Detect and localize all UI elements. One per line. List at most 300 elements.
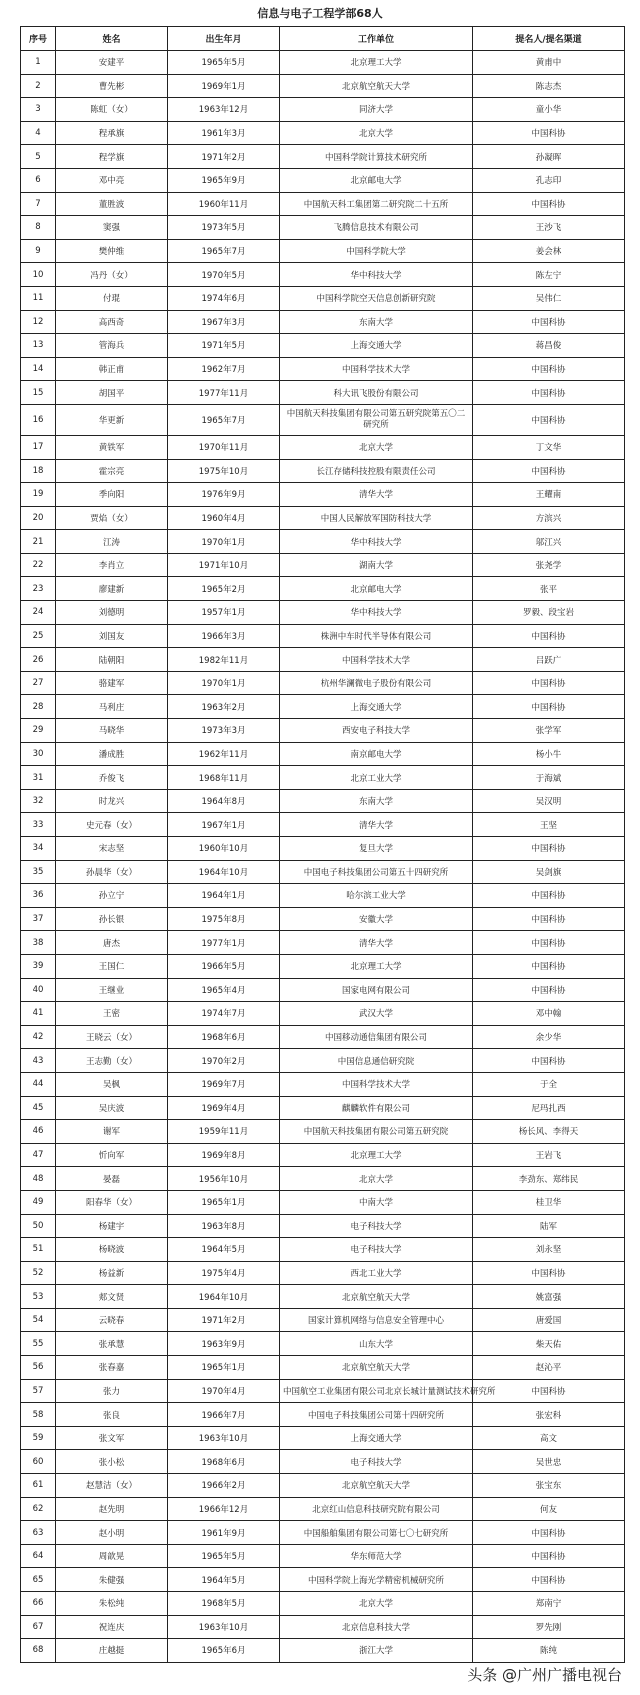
header-index: 序号 [21,27,56,51]
cell-nominator: 中国科协 [473,954,625,978]
cell-birth: 1970年11月 [168,435,280,459]
cell-name: 李肖立 [56,553,168,577]
cell-index: 29 [21,719,56,743]
cell-nominator: 吴汉明 [473,789,625,813]
cell-nominator: 中国科协 [473,884,625,908]
cell-workplace: 上海交通大学 [280,1426,473,1450]
cell-nominator: 中国科协 [473,907,625,931]
cell-birth: 1973年5月 [168,216,280,240]
table-row [21,506,625,530]
header-workplace: 工作单位 [280,27,473,51]
cell-workplace: 上海交通大学 [280,695,473,719]
cell-name: 赵慧洁（女） [56,1474,168,1498]
cell-workplace: 中国科学院上海光学精密机械研究所 [280,1568,473,1592]
cell-birth: 1970年4月 [168,1379,280,1403]
cell-name: 赵先明 [56,1497,168,1521]
cell-nominator: 中国科协 [473,1379,625,1403]
cell-index: 49 [21,1190,56,1214]
cell-birth: 1965年2月 [168,577,280,601]
header-name: 姓名 [56,27,168,51]
table-row [21,98,625,122]
cell-nominator: 陈纯 [473,1639,625,1663]
cell-birth: 1967年3月 [168,310,280,334]
cell-name: 陈虹（女） [56,98,168,122]
table-row [21,648,625,672]
cell-index: 11 [21,286,56,310]
cell-workplace: 北京航空航天大学 [280,1356,473,1380]
table-row [21,1544,625,1568]
cell-workplace: 北京理工大学 [280,51,473,75]
cell-birth: 1969年8月 [168,1143,280,1167]
cell-workplace: 中南大学 [280,1190,473,1214]
cell-nominator: 柴天佑 [473,1332,625,1356]
cell-index: 21 [21,530,56,554]
cell-workplace: 电子科技大学 [280,1214,473,1238]
cell-workplace: 电子科技大学 [280,1238,473,1262]
table-row [21,263,625,287]
cell-name: 程承旗 [56,121,168,145]
cell-index: 43 [21,1049,56,1073]
table-row [21,1474,625,1498]
table-row [21,145,625,169]
cell-nominator: 中国科协 [473,1049,625,1073]
cell-workplace: 中国科学技术大学 [280,357,473,381]
cell-index: 52 [21,1261,56,1285]
cell-name: 马利庄 [56,695,168,719]
cell-index: 2 [21,74,56,98]
cell-name: 潘成胜 [56,742,168,766]
cell-index: 33 [21,813,56,837]
cell-nominator: 中国科协 [473,695,625,719]
cell-index: 17 [21,435,56,459]
cell-name: 孙长银 [56,907,168,931]
cell-name: 云晓春 [56,1308,168,1332]
cell-name: 季向阳 [56,483,168,507]
cell-nominator: 唐爱国 [473,1308,625,1332]
cell-name: 曹先彬 [56,74,168,98]
cell-index: 18 [21,459,56,483]
table-row [21,1308,625,1332]
table-row [21,1615,625,1639]
cell-birth: 1975年8月 [168,907,280,931]
cell-nominator: 杨小牛 [473,742,625,766]
cell-birth: 1966年2月 [168,1474,280,1498]
cell-nominator: 童小华 [473,98,625,122]
cell-birth: 1963年12月 [168,98,280,122]
cell-index: 15 [21,381,56,405]
cell-workplace: 中国移动通信集团有限公司 [280,1025,473,1049]
cell-birth: 1957年1月 [168,601,280,625]
cell-nominator: 方滨兴 [473,506,625,530]
table-row [21,121,625,145]
cell-name: 张文军 [56,1426,168,1450]
cell-nominator: 姜会林 [473,239,625,263]
cell-nominator: 李劲东、郑纬民 [473,1167,625,1191]
cell-birth: 1973年3月 [168,719,280,743]
cell-workplace: 科大讯飞股份有限公司 [280,381,473,405]
cell-name: 乔俊飞 [56,766,168,790]
table-row [21,239,625,263]
table-row [21,1426,625,1450]
cell-name: 冯丹（女） [56,263,168,287]
document-title: 信息与电子工程学部68人 [257,7,383,20]
cell-workplace: 北京大学 [280,1592,473,1616]
cell-workplace: 安徽大学 [280,907,473,931]
cell-name: 朱健强 [56,1568,168,1592]
cell-name: 张小松 [56,1450,168,1474]
cell-index: 6 [21,168,56,192]
cell-name: 陆朝阳 [56,648,168,672]
cell-nominator: 吴世忠 [473,1450,625,1474]
cell-birth: 1956年10月 [168,1167,280,1191]
cell-name: 赵小明 [56,1521,168,1545]
cell-nominator: 中国科协 [473,404,625,435]
cell-index: 42 [21,1025,56,1049]
table-row [21,74,625,98]
cell-workplace: 中国信息通信研究院 [280,1049,473,1073]
cell-birth: 1965年5月 [168,1544,280,1568]
cell-name: 王国仁 [56,954,168,978]
cell-nominator: 何友 [473,1497,625,1521]
cell-nominator: 中国科协 [473,381,625,405]
cell-index: 62 [21,1497,56,1521]
table-row [21,813,625,837]
cell-nominator: 吴伟仁 [473,286,625,310]
table-row [21,1120,625,1144]
cell-nominator: 王岩飞 [473,1143,625,1167]
cell-nominator: 刘永坚 [473,1238,625,1262]
cell-index: 5 [21,145,56,169]
cell-birth: 1963年10月 [168,1615,280,1639]
table-row [21,1521,625,1545]
cell-nominator: 桂卫华 [473,1190,625,1214]
table-body [21,51,625,1663]
cell-name: 高西奇 [56,310,168,334]
cell-name: 杨益新 [56,1261,168,1285]
cell-nominator: 吕跃广 [473,648,625,672]
table-row [21,1096,625,1120]
cell-name: 窦强 [56,216,168,240]
cell-workplace: 清华大学 [280,931,473,955]
cell-nominator: 余少华 [473,1025,625,1049]
cell-nominator: 陈左宁 [473,263,625,287]
table-row [21,404,625,435]
table-row [21,1450,625,1474]
cell-workplace: 华东师范大学 [280,1544,473,1568]
cell-index: 63 [21,1521,56,1545]
members-table [20,26,625,1663]
cell-nominator: 张学军 [473,719,625,743]
cell-birth: 1966年3月 [168,624,280,648]
cell-index: 61 [21,1474,56,1498]
cell-nominator: 中国科协 [473,192,625,216]
cell-workplace: 中国人民解放军国防科技大学 [280,506,473,530]
cell-workplace: 北京航空航天大学 [280,1474,473,1498]
cell-name: 郏文贤 [56,1285,168,1309]
cell-index: 20 [21,506,56,530]
cell-birth: 1962年7月 [168,357,280,381]
cell-workplace: 中国科学院空天信息创新研究院 [280,286,473,310]
table-row [21,695,625,719]
table-row [21,1214,625,1238]
cell-index: 32 [21,789,56,813]
cell-workplace: 中国航天科技集团有限公司第五研究院 [280,1120,473,1144]
table-row [21,978,625,1002]
cell-birth: 1961年9月 [168,1521,280,1545]
cell-index: 7 [21,192,56,216]
cell-name: 骆建军 [56,671,168,695]
table-row [21,435,625,459]
table-header-row [21,27,625,51]
cell-name: 杨建宇 [56,1214,168,1238]
table-row [21,1568,625,1592]
table-row [21,51,625,75]
cell-nominator: 王沙飞 [473,216,625,240]
cell-index: 36 [21,884,56,908]
table-row [21,837,625,861]
cell-birth: 1977年11月 [168,381,280,405]
cell-index: 41 [21,1002,56,1026]
cell-workplace: 北京航空航天大学 [280,1285,473,1309]
cell-nominator: 中国科协 [473,310,625,334]
cell-index: 24 [21,601,56,625]
cell-nominator: 杨长风、李得天 [473,1120,625,1144]
header-nominator: 提名人/提名渠道 [473,27,625,51]
cell-index: 28 [21,695,56,719]
cell-workplace: 武汉大学 [280,1002,473,1026]
cell-birth: 1960年10月 [168,837,280,861]
table-row [21,1356,625,1380]
cell-name: 廖建新 [56,577,168,601]
cell-index: 31 [21,766,56,790]
cell-workplace: 北京航空航天大学 [280,74,473,98]
cell-birth: 1959年11月 [168,1120,280,1144]
cell-birth: 1982年11月 [168,648,280,672]
cell-nominator: 赵沁平 [473,1356,625,1380]
cell-nominator: 张尧学 [473,553,625,577]
cell-name: 王继业 [56,978,168,1002]
table-row [21,766,625,790]
table-row [21,1497,625,1521]
cell-nominator: 中国科协 [473,121,625,145]
cell-index: 40 [21,978,56,1002]
cell-workplace: 北京工业大学 [280,766,473,790]
cell-workplace: 北京邮电大学 [280,577,473,601]
cell-workplace: 同济大学 [280,98,473,122]
cell-nominator: 孔志印 [473,168,625,192]
cell-workplace: 哈尔滨工业大学 [280,884,473,908]
cell-birth: 1971年2月 [168,1308,280,1332]
cell-index: 14 [21,357,56,381]
cell-index: 27 [21,671,56,695]
cell-index: 19 [21,483,56,507]
cell-birth: 1965年6月 [168,1639,280,1663]
table-row [21,310,625,334]
cell-name: 程学旗 [56,145,168,169]
cell-nominator: 中国科协 [473,1261,625,1285]
cell-index: 65 [21,1568,56,1592]
cell-name: 江涛 [56,530,168,554]
cell-name: 黄铁军 [56,435,168,459]
cell-nominator: 中国科协 [473,978,625,1002]
cell-index: 38 [21,931,56,955]
cell-name: 付琨 [56,286,168,310]
cell-nominator: 郑南宁 [473,1592,625,1616]
cell-name: 安建平 [56,51,168,75]
table-row [21,1025,625,1049]
cell-birth: 1975年4月 [168,1261,280,1285]
cell-birth: 1963年8月 [168,1214,280,1238]
table-row [21,1639,625,1663]
table-row [21,789,625,813]
cell-nominator: 黄甫中 [473,51,625,75]
table-row [21,1285,625,1309]
cell-workplace: 国家计算机网络与信息安全管理中心 [280,1308,473,1332]
cell-birth: 1961年3月 [168,121,280,145]
cell-birth: 1968年6月 [168,1450,280,1474]
table-row [21,1238,625,1262]
table-row [21,1167,625,1191]
table-row [21,1190,625,1214]
cell-name: 邓中亮 [56,168,168,192]
cell-name: 刘国友 [56,624,168,648]
cell-birth: 1970年5月 [168,263,280,287]
cell-nominator: 陈志杰 [473,74,625,98]
table-row [21,624,625,648]
cell-birth: 1966年5月 [168,954,280,978]
cell-workplace: 中国科学技术大学 [280,648,473,672]
cell-workplace: 中国科学院大学 [280,239,473,263]
cell-birth: 1963年9月 [168,1332,280,1356]
cell-nominator: 姚富强 [473,1285,625,1309]
cell-birth: 1975年10月 [168,459,280,483]
cell-name: 史元春（女） [56,813,168,837]
cell-birth: 1962年11月 [168,742,280,766]
cell-birth: 1970年1月 [168,671,280,695]
cell-name: 管海兵 [56,334,168,358]
cell-workplace: 北京红山信息科技研究院有限公司 [280,1497,473,1521]
cell-index: 48 [21,1167,56,1191]
cell-name: 胡国平 [56,381,168,405]
cell-index: 54 [21,1308,56,1332]
table-row [21,742,625,766]
cell-index: 58 [21,1403,56,1427]
cell-index: 37 [21,907,56,931]
cell-nominator: 丁文华 [473,435,625,459]
cell-name: 王密 [56,1002,168,1026]
cell-birth: 1967年1月 [168,813,280,837]
cell-birth: 1969年4月 [168,1096,280,1120]
table-row [21,1049,625,1073]
cell-index: 8 [21,216,56,240]
cell-birth: 1965年9月 [168,168,280,192]
cell-workplace: 东南大学 [280,310,473,334]
cell-workplace: 北京大学 [280,121,473,145]
cell-name: 贾焰（女） [56,506,168,530]
cell-name: 孙晨华（女） [56,860,168,884]
cell-birth: 1965年1月 [168,1356,280,1380]
cell-index: 30 [21,742,56,766]
cell-nominator: 陆军 [473,1214,625,1238]
cell-nominator: 王坚 [473,813,625,837]
cell-name: 霍宗亮 [56,459,168,483]
cell-workplace: 清华大学 [280,483,473,507]
table-row [21,671,625,695]
cell-nominator: 孙凝晖 [473,145,625,169]
cell-name: 杨晓波 [56,1238,168,1262]
cell-workplace: 北京理工大学 [280,954,473,978]
table-row [21,1143,625,1167]
cell-nominator: 高文 [473,1426,625,1450]
cell-name: 唐杰 [56,931,168,955]
cell-name: 孙立宁 [56,884,168,908]
cell-workplace: 东南大学 [280,789,473,813]
cell-index: 35 [21,860,56,884]
cell-birth: 1963年2月 [168,695,280,719]
cell-workplace: 电子科技大学 [280,1450,473,1474]
cell-index: 47 [21,1143,56,1167]
cell-workplace: 中国船舶集团有限公司第七〇七研究所 [280,1521,473,1545]
cell-workplace: 中国航天科工集团第二研究院二十五所 [280,192,473,216]
table-row [21,577,625,601]
cell-nominator: 吴剑旗 [473,860,625,884]
cell-name: 谢军 [56,1120,168,1144]
table-row [21,954,625,978]
cell-workplace: 中国航天科技集团有限公司第五研究院第五〇二研究所 [280,404,473,435]
table-row [21,601,625,625]
cell-name: 庄越挺 [56,1639,168,1663]
cell-index: 23 [21,577,56,601]
cell-name: 忻向军 [56,1143,168,1167]
cell-index: 64 [21,1544,56,1568]
cell-index: 3 [21,98,56,122]
cell-birth: 1968年11月 [168,766,280,790]
cell-birth: 1968年5月 [168,1592,280,1616]
cell-name: 张春嘉 [56,1356,168,1380]
cell-nominator: 中国科协 [473,1568,625,1592]
cell-nominator: 中国科协 [473,1521,625,1545]
cell-birth: 1965年7月 [168,404,280,435]
cell-name: 时龙兴 [56,789,168,813]
table-row [21,931,625,955]
table-row [21,553,625,577]
cell-workplace: 飞腾信息技术有限公司 [280,216,473,240]
cell-index: 44 [21,1072,56,1096]
table-row [21,907,625,931]
cell-name: 阳春华（女） [56,1190,168,1214]
cell-index: 45 [21,1096,56,1120]
cell-nominator: 中国科协 [473,837,625,861]
cell-workplace: 中国科学技术大学 [280,1072,473,1096]
table-row [21,357,625,381]
cell-name: 张良 [56,1403,168,1427]
table-row [21,860,625,884]
cell-nominator: 中国科协 [473,671,625,695]
table-row [21,286,625,310]
cell-birth: 1964年1月 [168,884,280,908]
table-row [21,884,625,908]
table-row [21,1332,625,1356]
cell-name: 朱松纯 [56,1592,168,1616]
table-row [21,1261,625,1285]
cell-index: 1 [21,51,56,75]
cell-index: 68 [21,1639,56,1663]
cell-workplace: 华中科技大学 [280,601,473,625]
table-row [21,1379,625,1403]
cell-nominator: 中国科协 [473,357,625,381]
cell-index: 16 [21,404,56,435]
table-row [21,483,625,507]
